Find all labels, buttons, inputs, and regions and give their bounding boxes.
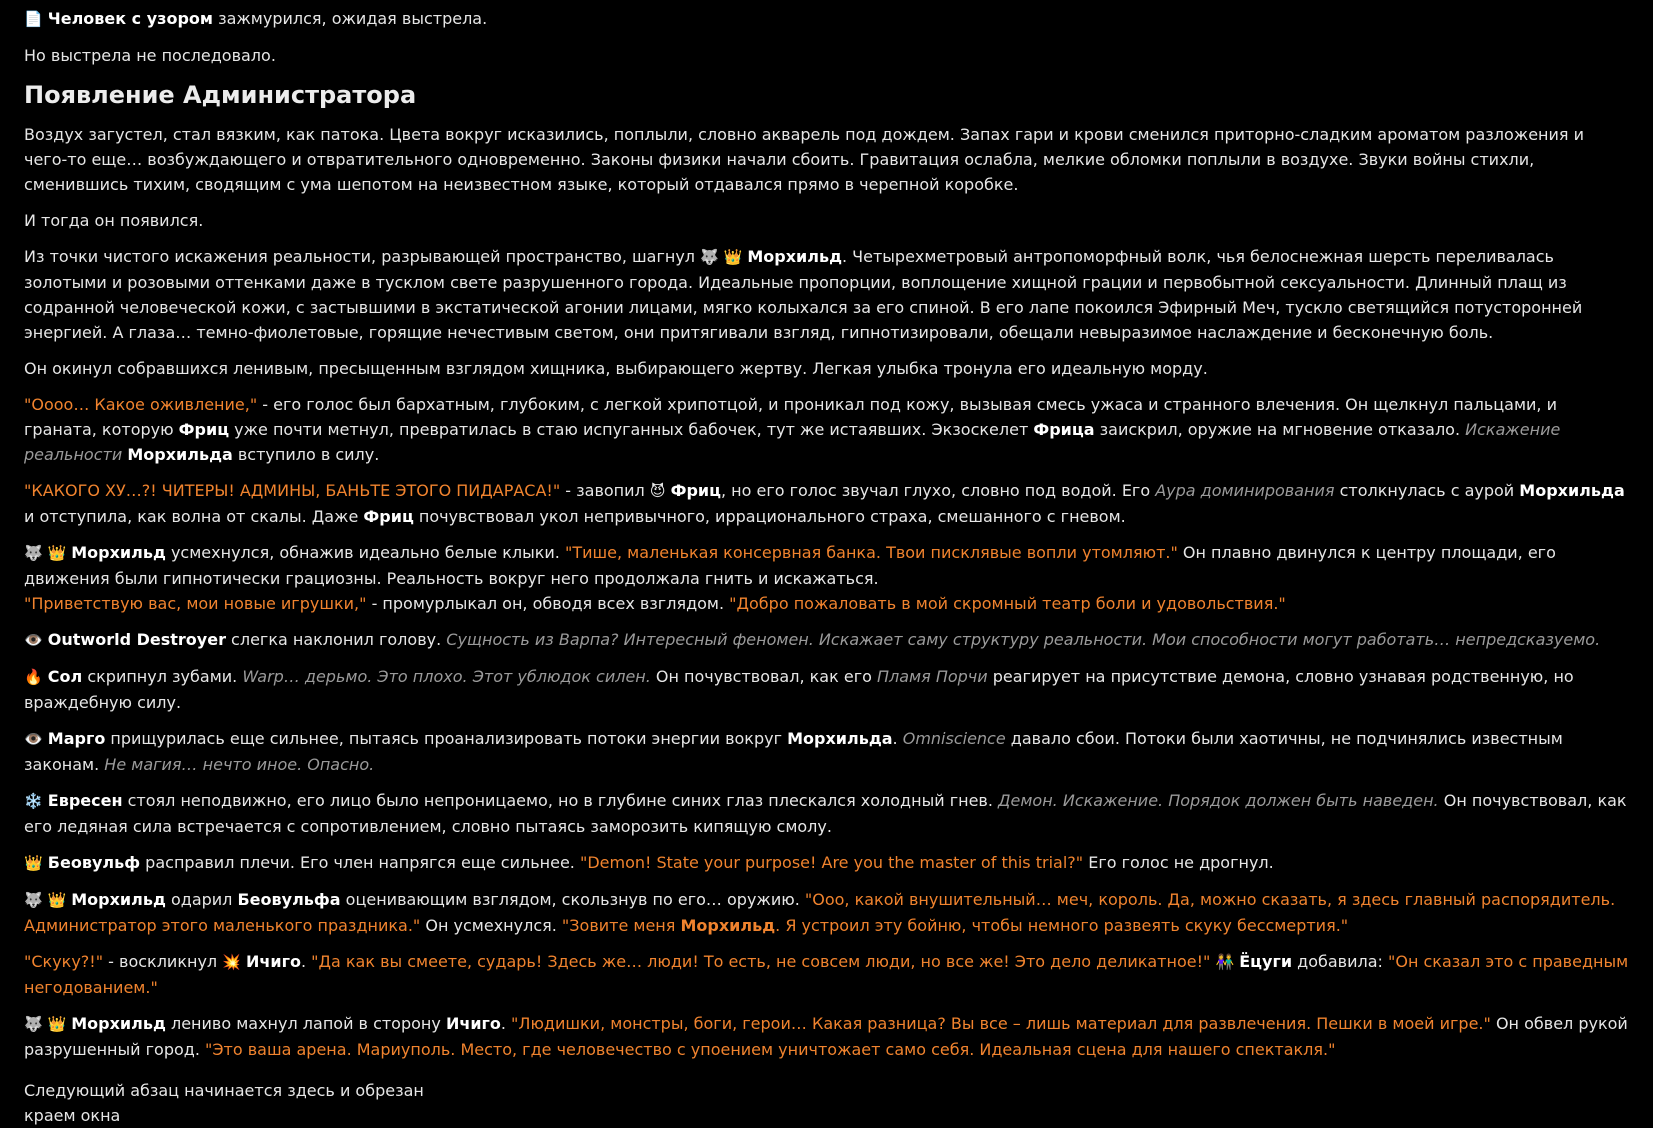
paragraph-text: и отступила, как волна от скалы. Даже xyxy=(24,507,364,526)
devil-icon: 😈 xyxy=(649,482,666,500)
paragraph-text: вступило в силу. xyxy=(232,445,380,464)
paragraph-text: лениво махнул лапой в сторону xyxy=(165,1014,446,1033)
snowflake-icon: ❄️ xyxy=(24,792,43,810)
paragraph-13 xyxy=(24,788,1629,839)
dialogue-quote: "Зовите меня xyxy=(561,916,681,935)
paragraph-text: . xyxy=(500,1014,512,1033)
character-name: Морхильд xyxy=(71,890,166,909)
italic-thought: Демон. Искажение. Порядок должен быть наведен. xyxy=(998,791,1439,810)
italic-ability: Пламя Порчи xyxy=(876,667,988,686)
character-name: Ичиго xyxy=(445,1014,501,1033)
paragraph-text: Он почувствовал, как его xyxy=(650,667,877,686)
paragraph-5 xyxy=(24,244,1629,345)
paragraph-text: зажмурился, ожидая выстрела. xyxy=(212,9,488,28)
paragraph-text: Он почувствовал, как его ледяная сила встречается с сопротивлением, словно пытаясь заморозить кипящую смолу. xyxy=(24,791,1627,836)
character-name: Морхильд xyxy=(71,543,166,562)
paragraph-text: заискрил, оружие на мгновение отказало. xyxy=(1094,420,1466,439)
dialogue-quote: "Demon! State your purpose! Are you the master of this trial?" xyxy=(579,853,1084,872)
truncated-next-line: Следующий абзац начинается здесь и обрезан краем окна xyxy=(24,1081,424,1125)
paragraph-text: расправил плечи. Его член напрягся еще сильнее. xyxy=(140,853,580,872)
crown-icon: 👑 xyxy=(24,854,43,872)
character-name: Outworld Destroyer xyxy=(47,630,226,649)
section-heading: Появление Администратора xyxy=(24,81,417,109)
wolf-crown-icon: 🐺 👑 xyxy=(24,1015,67,1033)
paragraph-text: усмехнулся, обнажив идеально белые клыки. xyxy=(165,543,565,562)
paragraph-text: Его голос не дрогнул. xyxy=(1083,853,1274,872)
paragraph-text: одарил xyxy=(165,890,238,909)
fire-icon: 🔥 xyxy=(24,668,43,686)
paragraph-text: Он обвел рукой разрушенный город. xyxy=(24,1014,1628,1059)
character-name: Сол xyxy=(47,667,83,686)
eye-icon: 👁️ xyxy=(24,631,43,649)
eye-icon: 👁️ xyxy=(24,730,43,748)
italic-thought: Сущность из Варпа? Интересный феномен. Искажает саму структуру реальности. Мои способности могут работать… непредсказуемо. xyxy=(446,630,1601,649)
paragraph-text: Он плавно двинулся к центру площади, его движения были гипнотически грациозны. Реальность вокруг него продолжала гнить и искажаться. xyxy=(24,543,1556,588)
paragraph-9 xyxy=(24,540,1629,591)
dialogue-quote: "Он сказал это с праведным негодованием." xyxy=(24,952,1629,997)
paragraph-text: . xyxy=(300,952,312,971)
dialogue-quote: . Я устроил эту бойню, чтобы немного развеять скуку бессмертия." xyxy=(775,916,1349,935)
paragraph-text: - его голос был бархатным, глубоким, с легкой хрипотцой, и проникал под кожу, вызывая смесь ужаса и странного влечения. Он щелкнул пальцами, и граната, которую xyxy=(24,395,1557,439)
paragraph-text: скрипнул зубами. xyxy=(82,667,243,686)
paragraph-15 xyxy=(24,887,1629,938)
character-name: Человек с узором xyxy=(47,9,213,28)
wolf-crown-icon: 🐺 👑 xyxy=(700,248,743,266)
character-name: Морхильда xyxy=(127,445,233,464)
character-name: Морхильд xyxy=(71,1014,166,1033)
dialogue-quote: "Это ваша арена. Мариуполь. Место, где человечество с упоением уничтожает само себя. Идеальная сцена для нашего спектакля." xyxy=(205,1040,1336,1059)
paragraph-3: Воздух загустел, стал вязким, как патока. Цвета вокруг исказились, поплыли, словно акварель под дождем. Запах гари и крови сменился приторно-сладким ароматом разложения и чего-то еще… возбуждающего и отвратительного одновременно. Законы физики начали сбоить. Гравитация ослабла, мелкие обломки поплыли в воздухе. Звуки войны стихли, сменившись тихим, сводящим с ума шепотом на неизвестном языке, который отдавался прямо в черепной коробке. xyxy=(24,125,1585,194)
dialogue-quote: "Тише, маленькая консервная банка. Твои писклявые вопли утомляют." xyxy=(564,543,1178,562)
character-name: Ичиго xyxy=(246,952,301,971)
italic-ability: Omniscience xyxy=(902,729,1006,748)
dialogue-quote: "Приветствую вас, мои новые игрушки," xyxy=(24,594,367,613)
paragraph-9b xyxy=(24,591,1629,616)
dialogue-quote: "Людишки, монстры, боги, герои… Какая разница? Вы все – лишь материал для развлечения. Пешки в моей игре." xyxy=(511,1014,1491,1033)
character-name: Фрица xyxy=(1033,420,1095,439)
paragraph-2: Но выстрела не последовало. xyxy=(24,46,276,65)
paragraph-8 xyxy=(24,478,1629,529)
dialogue-quote: "Скуку?!" xyxy=(24,952,104,971)
paragraph-text: , но его голос звучал глухо, словно под водой. Его xyxy=(720,481,1156,500)
paragraph-text: стоял неподвижно, его лицо было непроницаемо, но в глубине синих глаз плескался холодный гнев. xyxy=(122,791,999,810)
paragraph-7 xyxy=(24,392,1629,467)
character-name: Беовульф xyxy=(47,853,141,872)
explosion-icon: 💥 xyxy=(222,953,241,971)
character-name: Фриц xyxy=(363,507,414,526)
paragraph-14 xyxy=(24,850,1629,876)
character-name: Ёцуги xyxy=(1239,952,1293,971)
paragraph-1 xyxy=(24,6,1629,32)
dialogue-quote: "Ооо, какой внушительный… меч, король. Да, можно сказать, я здесь главный распорядитель. Администратор этого маленького праздника." xyxy=(24,890,1616,935)
paragraph-11 xyxy=(24,664,1629,715)
paragraph-text: прищурилась еще сильнее, пытаясь проанализировать потоки энергии вокруг xyxy=(105,729,788,748)
character-name: Беовульфа xyxy=(237,890,341,909)
paragraph-16 xyxy=(24,949,1629,1000)
paragraph-17 xyxy=(24,1011,1629,1062)
dialogue-quote-name: Морхильд xyxy=(680,916,776,935)
paragraph-text: реагирует на присутствие демона, словно узнавая родственную, но враждебную силу. xyxy=(24,667,1574,712)
paragraph-6: Он окинул собравшихся ленивым, пресыщенным взглядом хищника, выбирающего жертву. Легкая улыбка тронула его идеальную морду. xyxy=(24,359,1208,378)
paragraph-text: Он усмехнулся. xyxy=(420,916,562,935)
character-name: Фриц xyxy=(670,481,721,500)
wolf-crown-icon: 🐺 👑 xyxy=(24,891,67,909)
character-name: Морхильда xyxy=(787,729,893,748)
paragraph-text: . Четырехметровый антропоморфный волк, чья белоснежная шерсть переливалась золотыми и розовыми оттенками даже в тусклом свете разрушенного города. Идеальные пропорции, воплощение хищной грации и первобытной сексуальности. Длинный плащ из содранной человеческой кожи, с застывшими в экстатической агонии лицами, мягко колыхался за его спиной. В его лапе покоился Эфирный Меч, тускло светящийся потусторонней энергией. А глаза… темно-фиолетовые, горящие нечестивым светом, они притягивали взгляд, гипнотизировали, обещали невыразимое наслаждение и бесконечную боль. xyxy=(24,247,1583,342)
document-icon: 📄 xyxy=(24,10,43,28)
dialogue-quote: "КАКОГО ХУ…?! ЧИТЕРЫ! АДМИНЫ, БАНЬТЕ ЭТОГО ПИДАРАСА!" xyxy=(24,481,561,500)
character-name: Марго xyxy=(47,729,106,748)
paragraph-text: . xyxy=(892,729,903,748)
paragraph-text: - завопил xyxy=(560,481,650,500)
couple-icon: 👫 xyxy=(1215,953,1235,971)
character-name: Евресен xyxy=(47,791,123,810)
paragraph-text: давало сбои. Потоки были хаотичны, не подчинялись известным законам. xyxy=(24,729,1563,774)
paragraph-text: Из точки чистого искажения реальности, разрывающей пространство, шагнул xyxy=(24,247,701,266)
italic-thought: Не магия… нечто иное. Опасно. xyxy=(104,755,375,774)
dialogue-quote: "Да как вы смеете, сударь! Здесь же… люди! То есть, не совсем люди, но все же! Это дело деликатное!" xyxy=(311,952,1211,971)
chat-message-body xyxy=(24,6,1629,1073)
italic-ability: Искажение реальности xyxy=(24,420,1561,464)
paragraph-text: слегка наклонил голову. xyxy=(225,630,447,649)
character-name: Фриц xyxy=(178,420,230,439)
italic-ability: Аура доминирования xyxy=(1155,481,1335,500)
character-name: Морхильд xyxy=(747,247,842,266)
paragraph-text: оценивающим взглядом, скользнув по его… оружию. xyxy=(340,890,805,909)
paragraph-12 xyxy=(24,726,1629,777)
italic-thought: Warp… дерьмо. Это плохо. Этот ублюдок силен. xyxy=(242,667,651,686)
paragraph-text: уже почти метнул, превратилась в стаю испуганных бабочек, тут же истаявших. Экзоскелет xyxy=(229,420,1034,439)
dialogue-quote: "Добро пожаловать в мой скромный театр боли и удовольствия." xyxy=(729,594,1286,613)
paragraph-4: И тогда он появился. xyxy=(24,211,204,230)
paragraph-text: почувствовал укол непривычного, иррационального страха, смешанного с гневом. xyxy=(413,507,1126,526)
paragraph-10 xyxy=(24,627,1629,653)
paragraph-text: - воскликнул xyxy=(103,952,223,971)
wolf-crown-icon: 🐺 👑 xyxy=(24,544,67,562)
dialogue-quote: "Оооо… Какое оживление," xyxy=(24,395,258,414)
character-name: Морхильда xyxy=(1519,481,1625,500)
paragraph-text: добавила: xyxy=(1292,952,1388,971)
paragraph-text: - промурлыкал он, обводя всех взглядом. xyxy=(366,594,730,613)
paragraph-text: столкнулась с аурой xyxy=(1334,481,1520,500)
